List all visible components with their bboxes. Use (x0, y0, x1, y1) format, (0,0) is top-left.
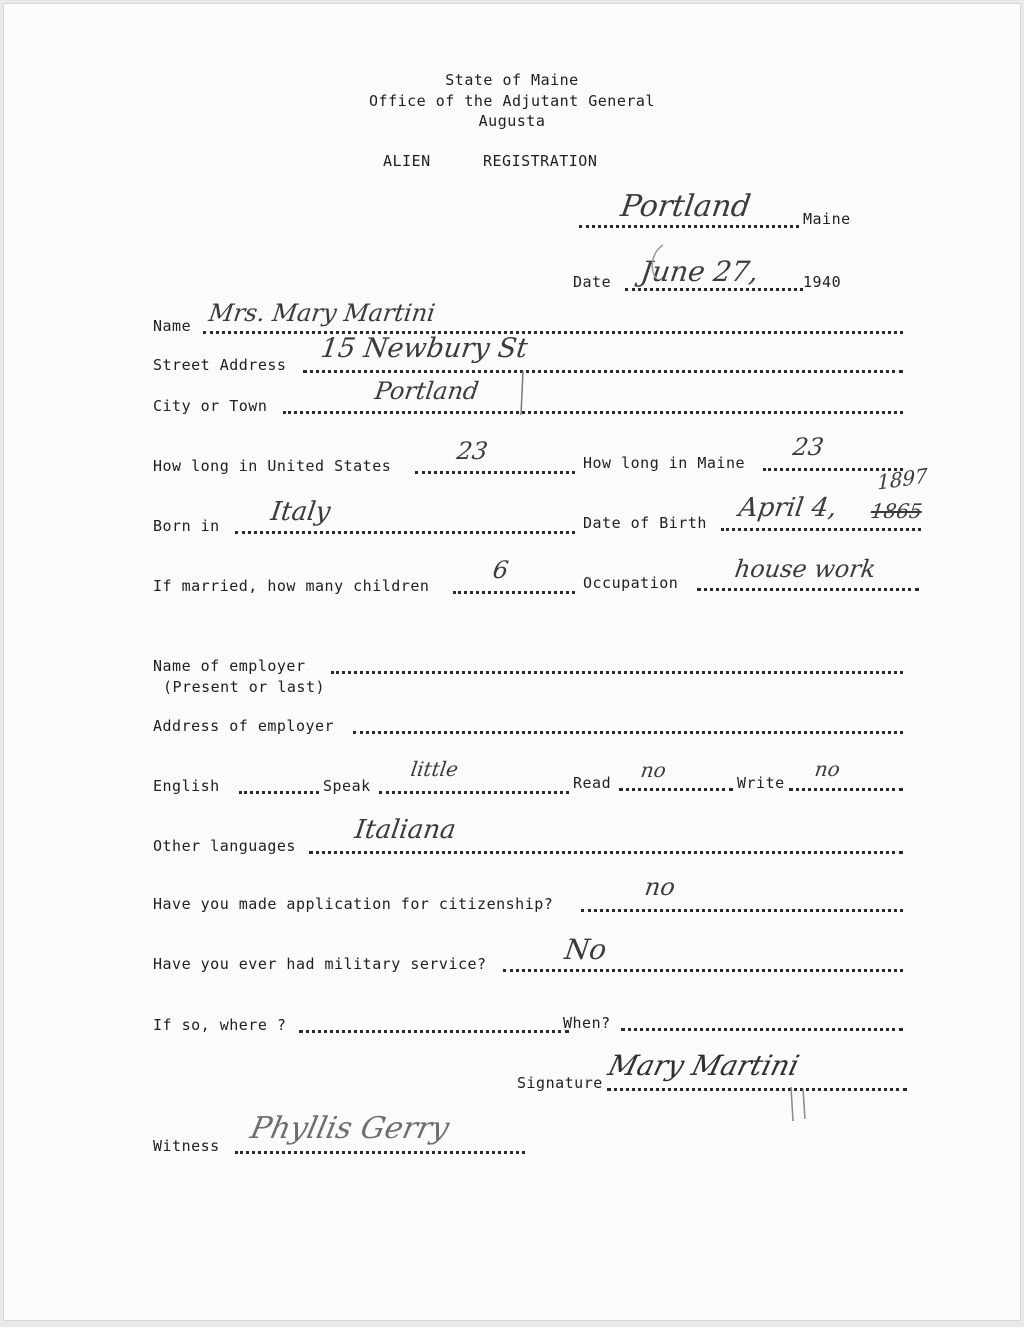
street-handwritten: 15 Newbury St (318, 333, 530, 364)
speak-dotted-line (379, 777, 569, 794)
employer-name-dotted-line (331, 657, 903, 674)
born-in-handwritten: Italy (268, 497, 333, 527)
occupation-label: Occupation (583, 574, 679, 592)
employer-name-label: Name of employer (153, 657, 306, 675)
military-handwritten: No (562, 933, 609, 966)
witness-label: Witness (153, 1137, 220, 1155)
city-label: City or Town (153, 397, 268, 415)
military-label: Have you ever had military service? (153, 955, 487, 973)
children-handwritten: 6 (491, 556, 511, 584)
when-label: When? (563, 1014, 611, 1032)
date-pen-stroke (643, 243, 673, 283)
english-label: English (153, 777, 220, 795)
location-handwritten: Portland (618, 189, 753, 224)
us-years-handwritten: 23 (455, 437, 490, 465)
write-label: Write (737, 774, 785, 792)
header-state: State of Maine (445, 71, 579, 89)
dob-label: Date of Birth (583, 514, 707, 532)
maine-years-label: How long in Maine (583, 454, 746, 472)
city-handwritten: Portland (373, 377, 481, 405)
signature-handwritten: Mary Martini (604, 1049, 803, 1082)
when-dotted-line (621, 1014, 903, 1031)
header-office: Office of the Adjutant General (369, 92, 655, 110)
citizenship-label: Have you made application for citizenship? (153, 895, 554, 913)
read-label: Read (573, 774, 612, 792)
alien-registration-form (3, 3, 1021, 1321)
form-title-registration: REGISTRATION (483, 152, 598, 170)
other-languages-handwritten: Italiana (352, 815, 458, 845)
read-handwritten: no (639, 758, 668, 782)
witness-signature: Phyllis Gerry (247, 1111, 453, 1146)
employer-address-label: Address of employer (153, 717, 335, 735)
signature-flourish (783, 1085, 823, 1125)
name-handwritten: Mrs. Mary Martini (207, 299, 437, 327)
write-handwritten: no (813, 757, 842, 781)
other-languages-label: Other languages (153, 837, 296, 855)
header-city: Augusta (478, 112, 546, 130)
speak-handwritten: little (409, 757, 460, 781)
employer-address-dotted-line (353, 717, 903, 734)
english-dotted-line (239, 777, 319, 794)
date-handwritten: June 27, (638, 255, 761, 288)
citizenship-handwritten: no (643, 873, 677, 901)
maine-years-dotted-line (763, 454, 903, 471)
street-label: Street Address (153, 356, 287, 374)
speak-label: Speak (323, 777, 371, 795)
dob-year-crossed-out: 1865 (869, 499, 924, 523)
name-label: Name (153, 317, 192, 335)
children-dotted-line (453, 577, 575, 594)
read-dotted-line (619, 774, 733, 791)
citizenship-dotted-line (581, 895, 903, 912)
children-label: If married, how many children (153, 577, 430, 595)
where-label: If so, where ? (153, 1016, 287, 1034)
occupation-handwritten: house work (733, 555, 878, 583)
where-dotted-line (299, 1016, 569, 1033)
street-pen-stroke (513, 369, 533, 419)
us-years-dotted-line (415, 457, 575, 474)
dob-year-corrected: 1897 (877, 463, 928, 495)
employer-name-sublabel: (Present or last) (163, 678, 326, 696)
location-suffix: Maine (803, 210, 851, 228)
write-dotted-line (789, 774, 903, 791)
dob-handwritten: April 4, (736, 493, 839, 523)
date-label: Date (573, 273, 612, 291)
us-years-label: How long in United States (153, 457, 392, 475)
signature-label: Signature (517, 1074, 603, 1092)
maine-years-handwritten: 23 (791, 433, 826, 461)
date-year: 1940 (803, 273, 842, 291)
born-in-label: Born in (153, 517, 220, 535)
form-title-alien: ALIEN (383, 152, 431, 170)
